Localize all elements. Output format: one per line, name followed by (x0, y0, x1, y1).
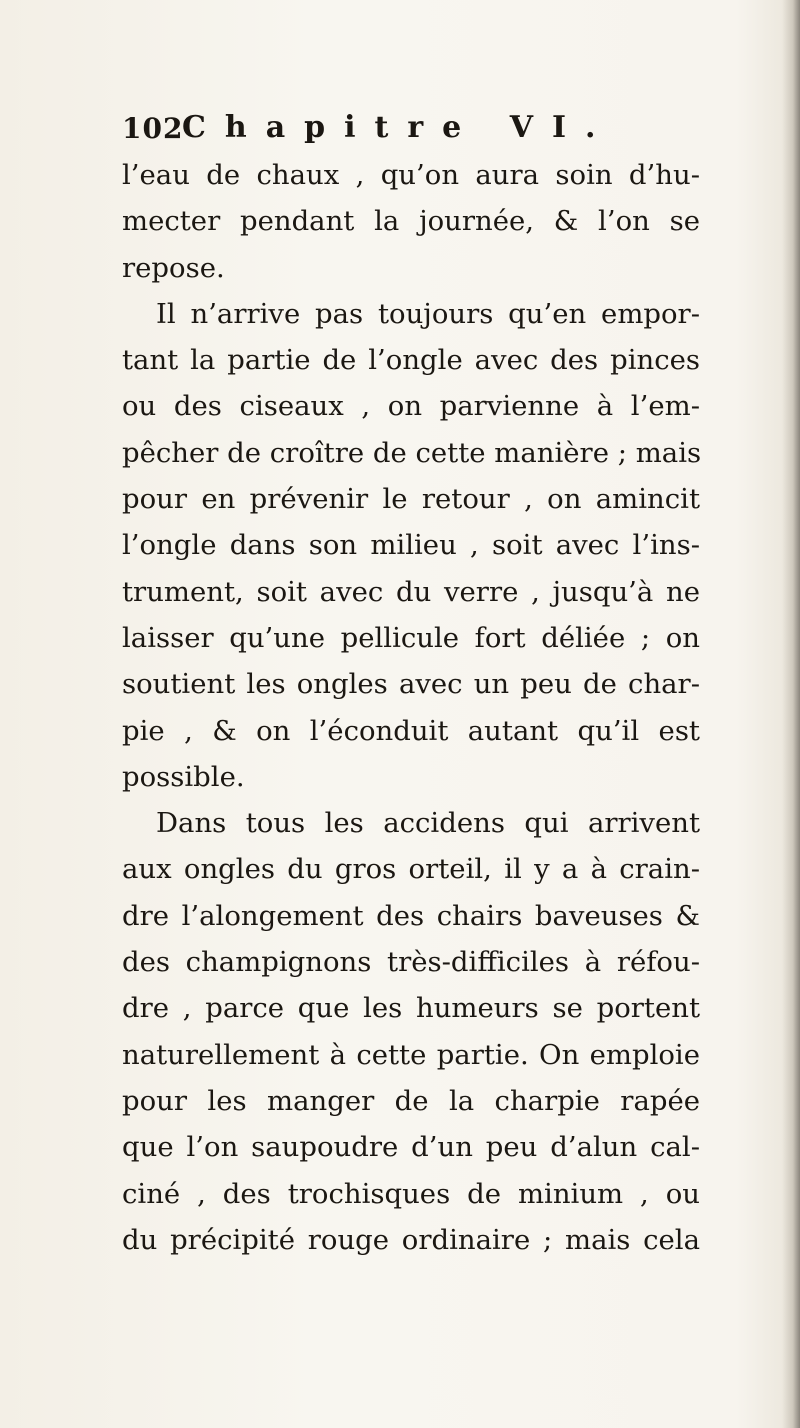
text-line: des champignons très-difficiles à réfou- (122, 946, 700, 979)
page-header (122, 112, 682, 152)
text-line: aux ongles du gros orteil, il y a à crain- (122, 853, 700, 886)
text-line: naturellement à cette partie. On emploie (122, 1038, 700, 1071)
text-line: dre , parce que les humeurs se portent (122, 992, 700, 1025)
text-line: l’ongle dans son milieu , soit avec l’ins- (122, 529, 700, 562)
text-line: soutient les ongles avec un peu de char- (122, 668, 700, 701)
text-line: tant la partie de l’ongle avec des pinces (122, 344, 700, 377)
text-line: Dans tous les accidens qui arrivent (156, 807, 700, 840)
text-line: pie , & on l’éconduit autant qu’il est (122, 714, 700, 747)
text-line: repose. (122, 251, 225, 284)
page-edge-shadow (782, 0, 800, 1428)
text-line: du précipité rouge ordinaire ; mais cela (122, 1223, 700, 1256)
running-head: Chapitre VI. (182, 110, 615, 145)
text-line: Il n’arrive pas toujours qu’en empor- (156, 297, 700, 330)
text-line: ciné , des trochisques de minium , ou (122, 1177, 700, 1210)
text-line: trument, soit avec du verre , jusqu’à ne (122, 575, 700, 608)
text-line: pour en prévenir le retour , on amincit (122, 483, 700, 516)
body-text (122, 152, 700, 1263)
page-number: 102 (122, 112, 184, 145)
text-line: que l’on saupoudre d’un peu d’alun cal- (122, 1131, 700, 1164)
text-line: dre l’alongement des chairs baveuses & (122, 899, 700, 932)
text-line: pour les manger de la charpie rapée (122, 1084, 700, 1117)
text-line: laisser qu’une pellicule fort déliée ; on (122, 621, 700, 654)
text-line: possible. (122, 760, 245, 793)
text-line: l’eau de chaux , qu’on aura soin d’hu- (122, 159, 700, 191)
text-line: pêcher de croître de cette manière ; mais (122, 436, 702, 469)
text-line: mecter pendant la journée, & l’on se (122, 205, 700, 238)
text-line: ou des ciseaux , on parvienne à l’em- (122, 390, 700, 423)
